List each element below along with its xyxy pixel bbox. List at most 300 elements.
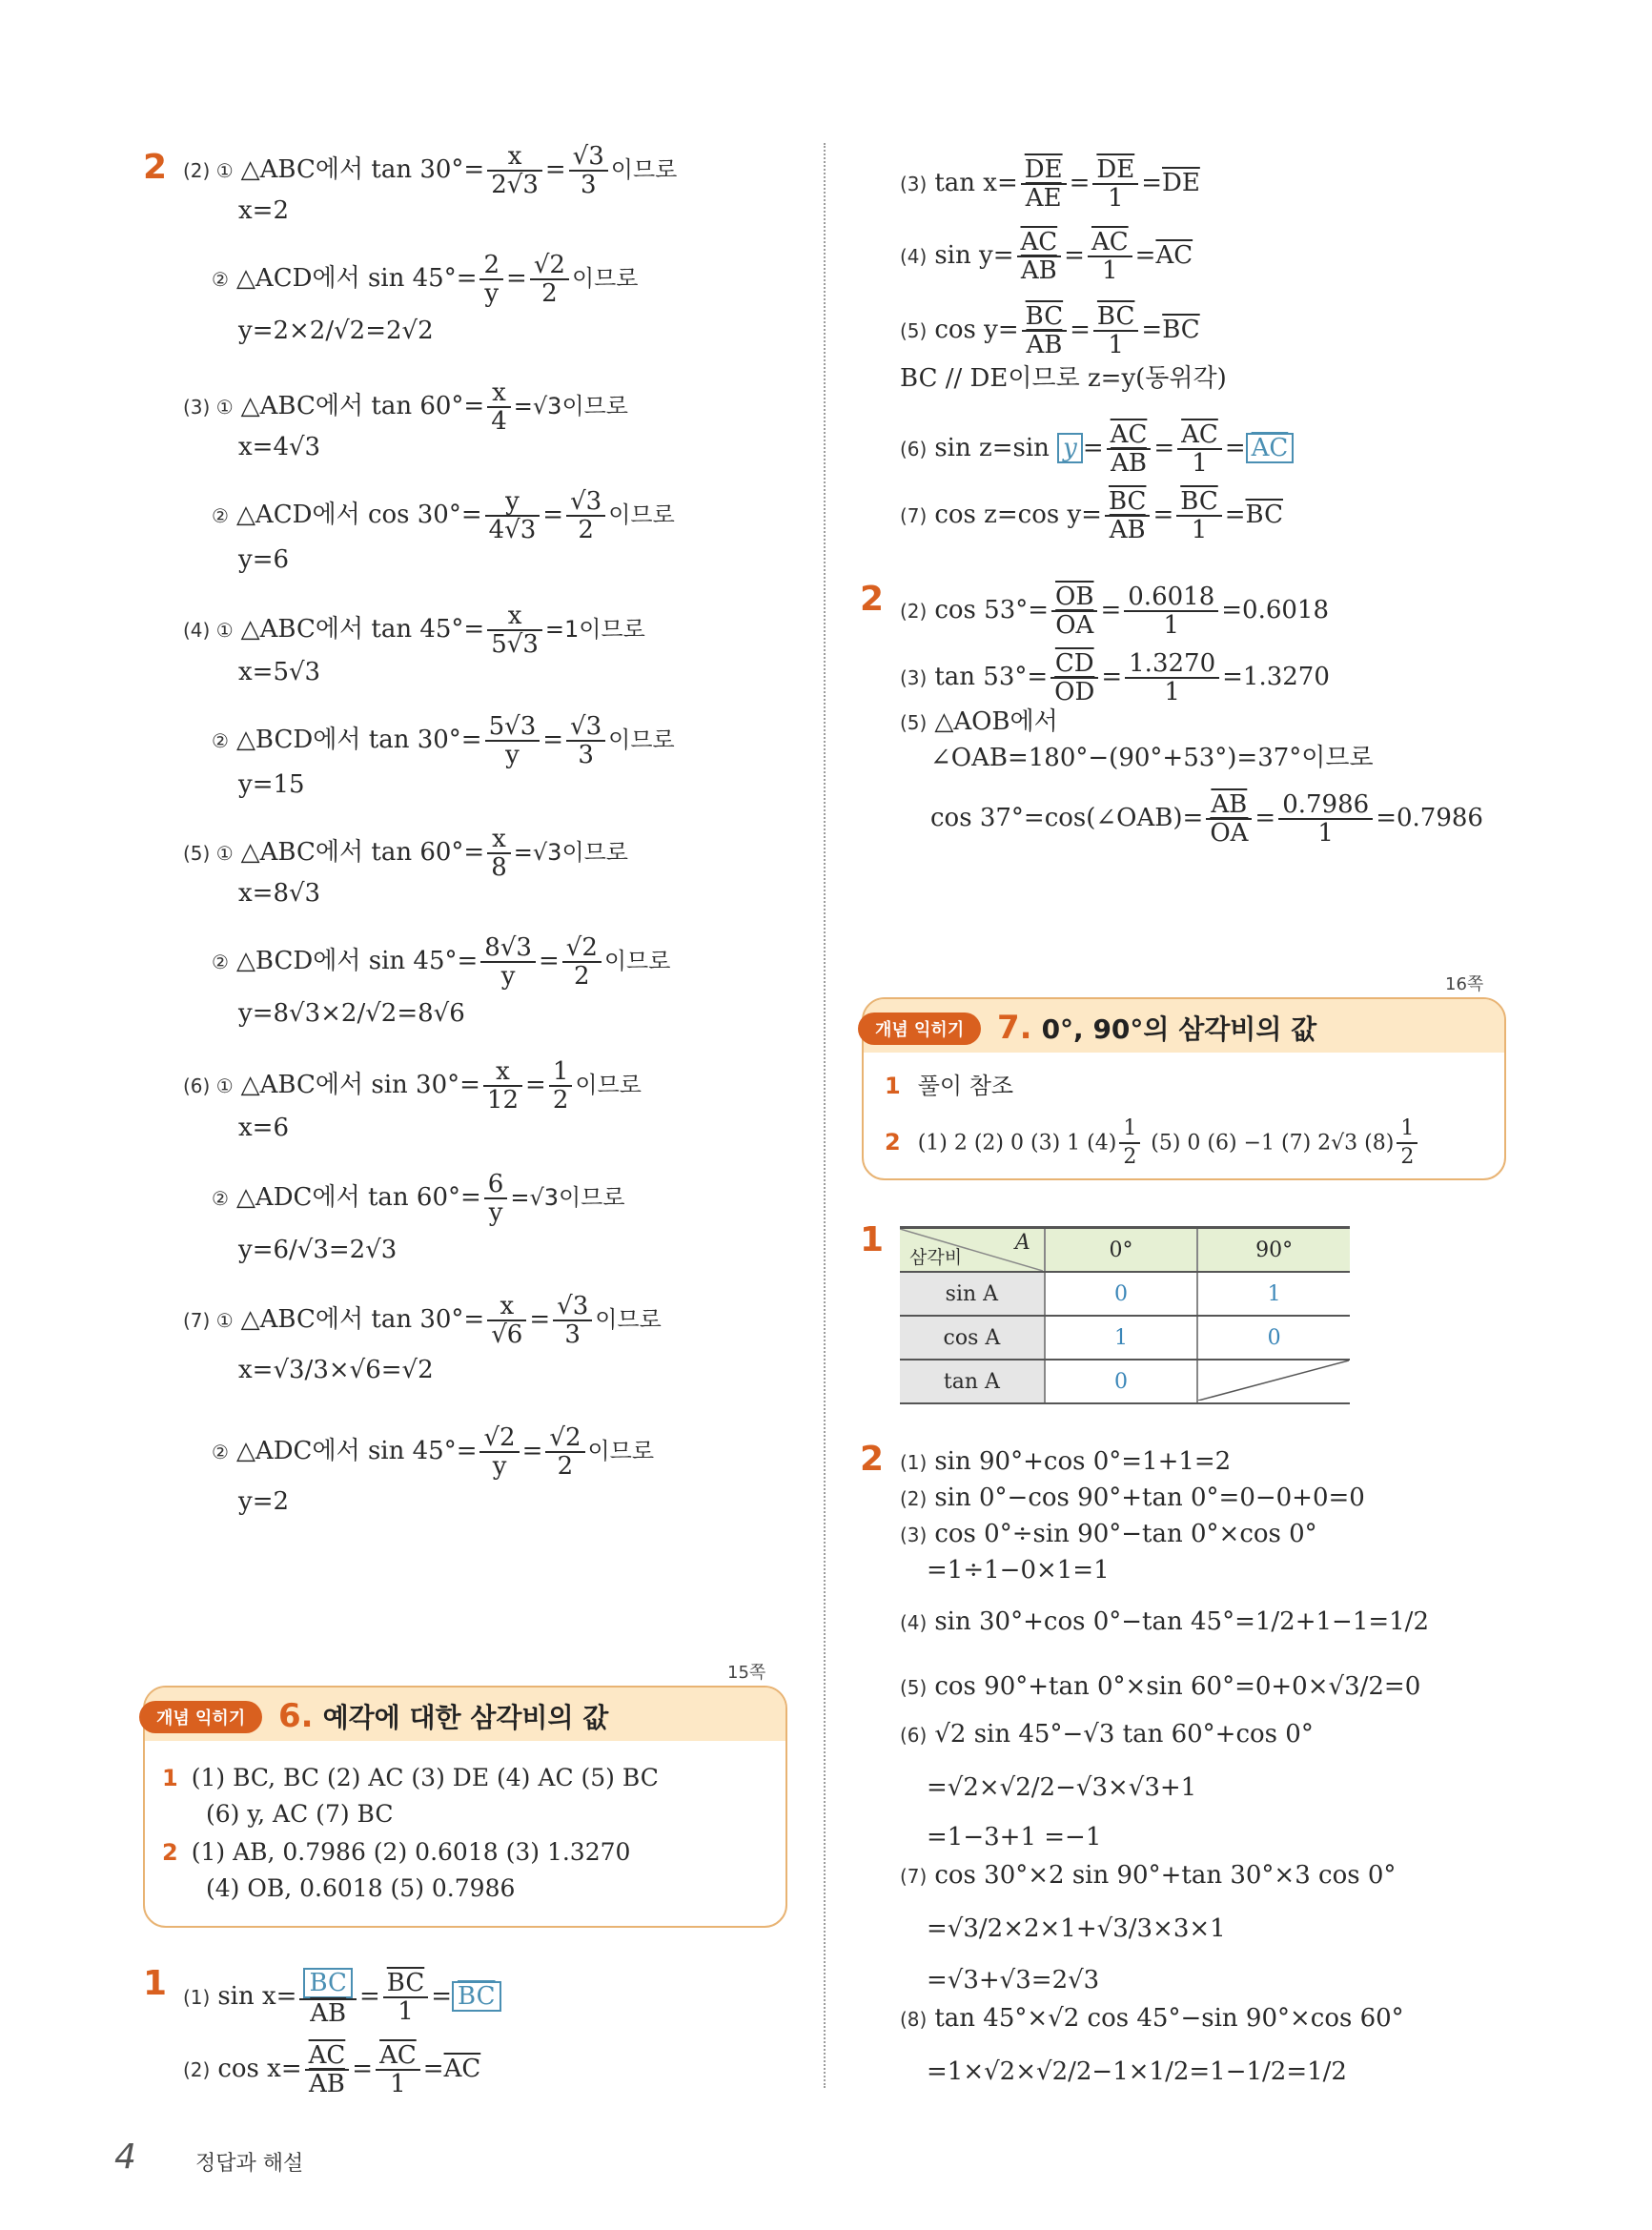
concept-title-text: 0°, 90°의 삼각비의 값 [1041, 1013, 1317, 1045]
numerator: $\overline{AC}$ [1107, 421, 1152, 450]
denominator: 1 [1108, 184, 1124, 213]
concept-box-6 [143, 1686, 787, 1928]
denominator: 8 [491, 853, 507, 882]
sub-label: (1) [900, 1451, 928, 1474]
expr: tan 53°= [934, 663, 1049, 691]
denominator: 1 [1317, 819, 1334, 848]
calc-line [900, 1670, 1420, 1704]
solution-line [900, 229, 1193, 284]
solution-angle-oab: ∠OAB=180°−(90°+53°)=37°이므로 [930, 744, 1374, 772]
result-line [238, 877, 320, 910]
fraction [487, 826, 511, 881]
calc-line [900, 1482, 1365, 1515]
fraction [1088, 229, 1132, 284]
problem-1-marker-right: 1 [860, 1220, 885, 1259]
calc-line [900, 1859, 1396, 1892]
conclusion: 이므로 [571, 265, 639, 292]
numerator: $\overline{BC}$ [1105, 488, 1150, 517]
box7-row-1-num: 1 [885, 1073, 901, 1099]
parallel-note: BC // DE이므로 z=y(동위각) [900, 364, 1227, 393]
expr: sin x= [217, 1982, 297, 2011]
numerator: √2 [530, 252, 569, 280]
result-line [238, 194, 289, 227]
denominator: 1 [398, 1997, 414, 2026]
denominator: AB [310, 1999, 347, 2028]
expr: cos z=cos y= [934, 501, 1102, 529]
expr: △ADC에서 tan 60°= [235, 1183, 481, 1212]
equals: = [521, 1437, 543, 1465]
sub-label: (6) ① [183, 1074, 234, 1097]
equals: = [1064, 241, 1085, 270]
calc-expr: =√3/2×2×1+√3/3×3×1 [927, 1914, 1226, 1943]
equals: = [506, 264, 527, 293]
result: x=8√3 [238, 879, 321, 908]
cell-value: 0 [1197, 1316, 1350, 1360]
sub-label: (3) [900, 1524, 928, 1546]
fraction [1050, 650, 1098, 706]
concept-number: 7. [997, 1009, 1032, 1047]
expr: △BCD에서 tan 30°= [235, 726, 482, 754]
numerator: 1 [1397, 1115, 1417, 1144]
fraction [1093, 303, 1138, 358]
result: =1.3270 [1222, 663, 1330, 691]
concept-box-7-title [997, 1009, 1316, 1047]
fraction [487, 379, 511, 435]
answer-box: $\overline{AC}$ [1246, 433, 1295, 463]
numerator: $\overline{AC}$ [305, 2042, 350, 2071]
result: y=6 [238, 545, 290, 574]
sub-label: ② [212, 1187, 229, 1210]
concept-badge: 개념 익히기 [139, 1701, 262, 1733]
expr: △ABC에서 tan 60°= [240, 838, 485, 867]
solution-line [183, 143, 677, 198]
footer-title: 정답과 해설 [195, 2152, 304, 2176]
denominator: 1 [1163, 611, 1180, 640]
solution-cos-z: (7) cos z=cos y= $\frac{\overline{BC}}{AB}$ = $\frac{\overline{BC}}{1}$ $=\overline{BC}$ [900, 487, 1283, 544]
solution-line [212, 1171, 625, 1226]
solution-line [183, 379, 628, 435]
expr: cos 37°=cos(∠OAB)= [930, 804, 1204, 832]
denominator: 2 [557, 1452, 574, 1481]
equals: = [538, 947, 560, 975]
solution-line [183, 826, 628, 881]
numerator: $\overline{CD}$ [1050, 650, 1098, 679]
calc-line [900, 1518, 1317, 1551]
fraction [484, 1171, 508, 1226]
numerator: x [487, 143, 542, 172]
box7-row-2-mid: (5) 0 (6) −1 (7) 2√3 (8) [1151, 1131, 1395, 1156]
denominator: 2 [578, 516, 594, 544]
sub-label: (1) [183, 1986, 211, 2009]
denominator: 2 [541, 279, 558, 308]
fraction [480, 934, 536, 990]
table-header-row [900, 1228, 1350, 1273]
denominator: y [484, 279, 500, 308]
table-corner [900, 1228, 1045, 1273]
result-line [238, 1112, 289, 1144]
box7-row-2 [885, 1115, 1420, 1171]
cell-undefined [1197, 1360, 1350, 1403]
solution-line [212, 488, 675, 543]
solution-line [183, 603, 645, 658]
sub-label: (3) [900, 173, 928, 195]
solution-sin-z: (6) sin z=sin y = $\frac{\overline{AC}}{AB}$ = $\frac{\overline{AC}}{1}$ = $\overline{AC}$ [900, 421, 1294, 477]
result: =0.7986 [1376, 804, 1483, 832]
sub-label: ② [212, 729, 229, 752]
fraction [1017, 229, 1062, 284]
calc-line [900, 1445, 1231, 1479]
numerator: $\overline{AC}$ [1017, 229, 1062, 257]
denominator: 2 [552, 1086, 569, 1115]
expr: tan x= [934, 169, 1018, 197]
sub-label: (2) [183, 2058, 211, 2081]
cell-value: 0 [1045, 1360, 1198, 1403]
fraction [549, 1058, 573, 1114]
conclusion: 이므로 [595, 1306, 662, 1333]
table-col-0deg: 0° [1045, 1228, 1198, 1273]
box6-row-1a: (1) BC, BC (2) AC (3) DE (4) AC (5) BC [191, 1764, 659, 1791]
denominator: AB [1111, 449, 1147, 478]
expr: △AOB에서 [934, 707, 1058, 736]
left-column [0, 0, 820, 2230]
calc-line [927, 2056, 1347, 2088]
numerator: x [487, 1293, 526, 1321]
numerator: √3 [553, 1293, 592, 1321]
denominator: 12 [486, 1086, 520, 1115]
table-row [900, 1272, 1350, 1316]
fraction [1278, 791, 1373, 847]
corner-ratio-label: 삼각비 [909, 1247, 963, 1268]
denominator: AB [1109, 516, 1146, 544]
result: x=6 [238, 1114, 289, 1142]
denominator: OA [1055, 611, 1094, 640]
calc-line [927, 1554, 1110, 1586]
fraction [569, 143, 608, 198]
denominator: OA [1210, 819, 1249, 848]
result: =0.6018 [1221, 596, 1330, 624]
solution-line [212, 934, 670, 990]
equals: = [1070, 316, 1091, 344]
expr: △ABC에서 tan 45°= [240, 615, 485, 644]
numerator: 1 [549, 1058, 573, 1087]
fraction [479, 1424, 519, 1480]
numerator: $\overline{AC}$ [1088, 229, 1132, 257]
cell-value: 1 [1197, 1272, 1350, 1316]
fraction [487, 143, 542, 198]
result: y=2×2/√2=2√2 [238, 317, 434, 345]
solution-line [900, 303, 1200, 358]
sub-label: (5) [900, 1676, 928, 1699]
fraction [487, 1293, 526, 1348]
conclusion: 이므로 [575, 1072, 642, 1098]
box6-row-1b: (6) y, AC (7) BC [206, 1800, 394, 1828]
concept-box-7 [862, 997, 1506, 1180]
result: x=4√3 [238, 433, 321, 461]
problem-2-marker-calc: 2 [860, 1440, 885, 1479]
numerator: $\overline{AB}$ [1206, 791, 1252, 820]
expr: cos x= [217, 2055, 302, 2083]
conclusion: 이므로 [608, 501, 675, 528]
denominator: y [505, 741, 520, 769]
calc-expr: √2 sin 45°−√3 tan 60°+cos 0° [934, 1720, 1314, 1749]
table-row [900, 1316, 1350, 1360]
calc-expr: =√3+√3=2√3 [927, 1966, 1100, 1995]
denominator: y [492, 1452, 507, 1481]
equals: = [529, 1305, 551, 1334]
conclusion: =1이므로 [544, 616, 645, 643]
expr: cos 53°= [934, 596, 1050, 624]
result: x=2 [238, 196, 289, 225]
numerator: 8√3 [480, 934, 536, 963]
calc-line [927, 1913, 1226, 1945]
numerator: √3 [569, 143, 608, 172]
result: y=8√3×2/√2=8√6 [238, 999, 465, 1028]
denominator: OD [1054, 678, 1095, 706]
fraction [1125, 650, 1219, 706]
denominator: 5√3 [491, 630, 539, 659]
denominator: 2 [1123, 1145, 1137, 1169]
calc-line [927, 1771, 1196, 1804]
concept-title-text: 예각에 대한 삼각비의 값 [322, 1702, 609, 1733]
fraction [1119, 1115, 1140, 1171]
sub-label: (6) [900, 438, 928, 460]
solution-tan53: (3) tan 53°= $\frac{\overline{CD}}{OD}$ = $\frac{1.3270}{1}$ =1.3270 [900, 649, 1330, 706]
page-ref-15: 15쪽 [727, 1663, 766, 1683]
fraction [1176, 488, 1221, 543]
box7-row-2-pre: (1) 2 (2) 0 (3) 1 (4) [917, 1131, 1117, 1156]
numerator: 6 [484, 1171, 508, 1199]
right-column [820, 0, 1652, 2230]
numerator: $\overline{BC}$ [383, 1970, 428, 1998]
box6-row-1 [162, 1762, 659, 1794]
numerator: $\overline{AC}$ [376, 2042, 420, 2071]
sub-label: (4) ① [183, 619, 234, 642]
sub-label: (7) [900, 504, 928, 527]
numerator: 2 [479, 252, 503, 280]
fraction [1177, 421, 1222, 477]
fraction [483, 1058, 522, 1114]
numerator: $\overline{BC}$ [1176, 488, 1221, 517]
fraction [383, 1970, 428, 2025]
numerator: $\overline{BC}$ [1093, 303, 1138, 332]
fraction [1092, 156, 1138, 212]
expr: △ABC에서 tan 30°= [240, 1305, 485, 1334]
expr: △ABC에서 tan 60°= [240, 392, 485, 420]
numerator: x [487, 603, 542, 631]
conclusion: 이므로 [587, 1438, 655, 1464]
result: y=15 [238, 770, 305, 799]
numerator: $\overline{DE}$ [1021, 156, 1067, 185]
fraction [1105, 488, 1150, 543]
denominator: AE [1025, 184, 1062, 213]
answer-box: $\overline{BC}$ [303, 1968, 352, 1998]
fraction [545, 1424, 584, 1480]
fraction [530, 252, 569, 307]
calc-expr: =1−3+1 =−1 [927, 1823, 1102, 1852]
calc-line [900, 1718, 1314, 1751]
calc-line [927, 1964, 1099, 1996]
conclusion: =√3이므로 [513, 393, 628, 419]
numerator: 1.3270 [1125, 650, 1219, 679]
equals: = [544, 155, 566, 184]
denominator: AB [309, 2070, 345, 2098]
solution-sin-x: (1) sin x= $\frac{\overline{BC}}{AB}$ = $\frac{\overline{BC}}{1}$ = $\overline{BC}$ [183, 1968, 501, 2027]
fraction [1124, 583, 1218, 639]
sub-label: (2) [900, 1487, 928, 1510]
fraction [299, 1968, 356, 2027]
sub-label: (5) [900, 319, 928, 342]
equals: = [1069, 169, 1091, 197]
numerator: $\overline{BC}$ [1022, 303, 1067, 332]
conclusion: =√3이므로 [510, 1184, 625, 1211]
solution-aob [900, 706, 1058, 739]
concept-box-6-title [278, 1697, 608, 1735]
numerator: $\overline{OB}$ [1051, 583, 1097, 612]
numerator: 1 [1119, 1115, 1140, 1144]
solution-cos-x: (2) cos x= $\frac{\overline{AC}}{AB}$ = $\frac{\overline{AC}}{1}$ $=\overline{AC}$ [183, 2041, 481, 2098]
numerator: √2 [479, 1424, 519, 1453]
expr: △ABC에서 sin 30°= [240, 1071, 480, 1099]
denominator: 2 [1400, 1145, 1415, 1169]
denominator: 3 [564, 1320, 581, 1349]
equals: = [542, 501, 564, 529]
box6-row-2 [162, 1836, 630, 1869]
expr: cos y= [934, 316, 1019, 344]
corner-angle-label: A [1014, 1231, 1030, 1255]
denominator: 4√3 [488, 516, 537, 544]
sub-label: (7) ① [183, 1309, 234, 1332]
fraction [376, 2042, 420, 2097]
calc-expr: cos 30°×2 sin 90°+tan 30°×3 cos 0° [934, 1861, 1397, 1890]
result-line [238, 431, 320, 463]
denominator: AB [1020, 256, 1057, 285]
box6-row-2-num: 2 [162, 1839, 178, 1866]
numerator: √3 [566, 488, 605, 517]
numerator: $\overline{AC}$ [1177, 421, 1222, 450]
expr: △ADC에서 sin 45°= [235, 1437, 478, 1465]
fraction [305, 2042, 350, 2097]
equals: = [525, 1071, 546, 1099]
solution-line [900, 156, 1200, 212]
fraction [553, 1293, 592, 1348]
problem-1-marker: 1 [143, 1964, 168, 2003]
concept-number: 6. [278, 1697, 314, 1735]
fraction [1107, 421, 1152, 477]
numerator: y [485, 488, 540, 517]
equals: = [1141, 316, 1163, 344]
result-line [238, 997, 465, 1030]
expr: △ACD에서 sin 45°= [235, 264, 478, 293]
box7-row-1-text: 풀이 참조 [917, 1073, 1014, 1099]
row-label: cos A [900, 1316, 1045, 1360]
solution-line [183, 1293, 662, 1348]
expr: sin z=sin [934, 434, 1050, 462]
denominator: 2 [574, 962, 590, 991]
sub-label: (8) [900, 2008, 928, 2031]
sub-label: (5) ① [183, 842, 234, 865]
fraction [1021, 156, 1067, 212]
result: $\overline{BC}$ [1245, 501, 1283, 529]
box6-row-2b: (4) OB, 0.6018 (5) 0.7986 [206, 1874, 516, 1902]
row-label: tan A [900, 1360, 1045, 1403]
fraction [1051, 583, 1097, 639]
denominator: 1 [1102, 256, 1118, 285]
result-line [238, 1485, 289, 1518]
numerator: 5√3 [485, 713, 540, 742]
result-line [238, 315, 434, 347]
denominator: 1 [1191, 516, 1208, 544]
solution-cos53: (2) cos 53°= $\frac{\overline{OB}}{OA}$ = $\frac{0.6018}{1}$ =0.6018 [900, 583, 1330, 640]
denominator: y [488, 1198, 503, 1227]
result-line [238, 1354, 434, 1386]
calc-line [900, 1606, 1429, 1639]
calc-expr: sin 30°+cos 0°−tan 45°=1/2+1−1=1/2 [934, 1607, 1429, 1636]
numerator: √3 [566, 713, 605, 742]
trig-value-table [900, 1226, 1350, 1404]
calc-line [927, 1821, 1101, 1853]
denominator: 1 [1164, 678, 1180, 706]
calc-expr: tan 45°×√2 cos 45°−sin 90°×cos 60° [934, 2004, 1404, 2033]
box7-row-1 [885, 1070, 1013, 1102]
sub-label: (3) ① [183, 396, 234, 419]
conclusion: 이므로 [603, 948, 671, 974]
result-line [238, 543, 289, 576]
sub-label: (5) [900, 711, 928, 734]
result: y=6/√3=2√3 [238, 1236, 398, 1264]
calc-line [900, 2002, 1404, 2036]
numerator: 0.6018 [1124, 583, 1218, 612]
fraction [487, 603, 542, 658]
sub-label: (6) [900, 1724, 928, 1747]
fraction [566, 488, 605, 543]
denominator: √6 [491, 1320, 523, 1349]
sub-label: ② [212, 1441, 229, 1463]
numerator: x [487, 379, 511, 408]
sub-label: (7) [900, 1865, 928, 1888]
fraction [1022, 303, 1067, 358]
page-number: 4 [114, 2138, 136, 2177]
answer-box: $\overline{BC}$ [452, 1981, 500, 2012]
numerator: √2 [545, 1424, 584, 1453]
result: x=5√3 [238, 658, 321, 686]
result: $\overline{AC}$ [1155, 241, 1193, 270]
equals: = [1134, 241, 1156, 270]
calc-expr: =1÷1−0×1=1 [927, 1556, 1110, 1585]
sub-label: (2) ① [183, 159, 234, 182]
calc-expr: =1×√2×√2/2−1×1/2=1−1/2=1/2 [927, 2057, 1347, 2086]
fraction [485, 488, 540, 543]
expr: △ABC에서 tan 30°= [240, 155, 485, 184]
calc-expr: sin 90°+cos 0°=1+1=2 [934, 1447, 1232, 1476]
result-line [238, 656, 320, 688]
numerator: x [483, 1058, 522, 1087]
sub-label: ② [212, 504, 229, 527]
result: $\overline{BC}$ [1162, 316, 1200, 344]
cell-value: 1 [1045, 1316, 1198, 1360]
problem-2-marker: 2 [143, 148, 168, 187]
numerator: 0.7986 [1278, 791, 1373, 820]
result-line [238, 768, 305, 801]
expr: △ACD에서 cos 30°= [235, 501, 482, 529]
conclusion: =√3이므로 [513, 839, 628, 866]
conclusion: 이므로 [608, 726, 675, 753]
solution-line [183, 1058, 642, 1114]
numerator: x [487, 826, 511, 854]
undefined-slash [1198, 1361, 1349, 1401]
denominator: 1 [390, 2070, 406, 2098]
sub-label: (4) [900, 245, 928, 268]
sub-label: (3) [900, 666, 928, 689]
